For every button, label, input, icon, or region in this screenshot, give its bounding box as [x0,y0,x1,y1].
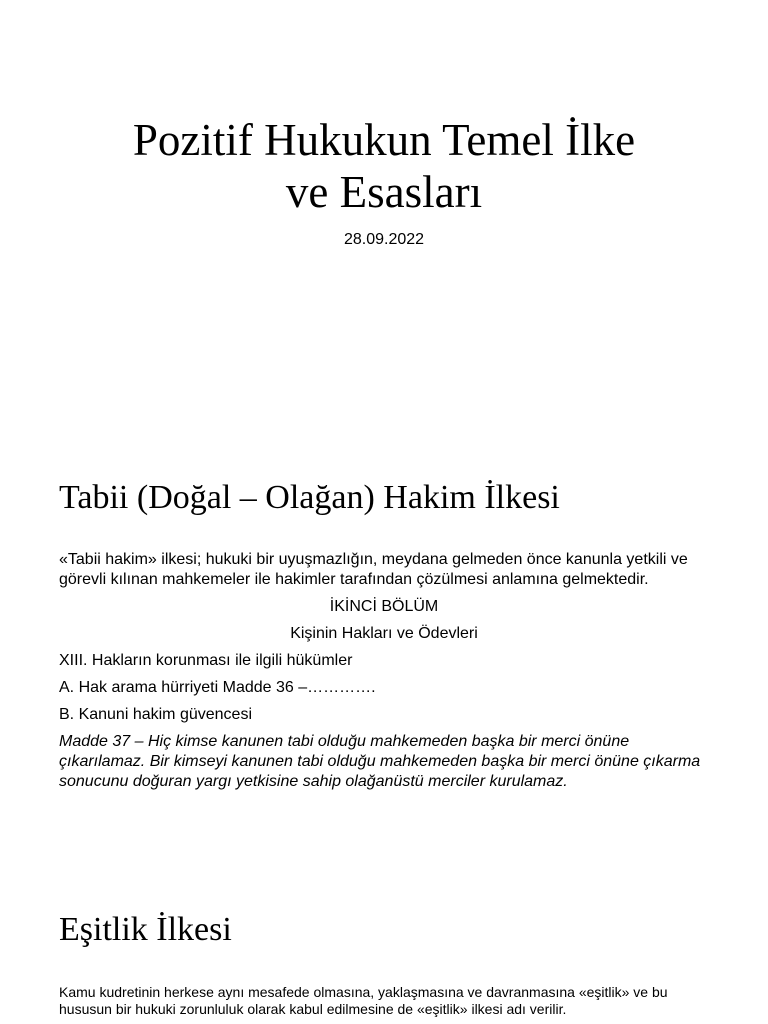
title-line-2: ve Esasları [285,167,483,217]
section-title: Kişinin Hakları ve Ödevleri [290,625,478,642]
slide-body: Kamu kudretinin herkese aynı mesafede olmasına, yaklaşmasına ve davranmasına «eşitlik» ve bu hususun bir hukuki zorunluluk olarak kabul edilmesine de «eşitlik» ilkesi adı verilir. [59,984,668,1017]
list-item-1: XIII. Hakların korunması ile ilgili hükümler [59,652,353,669]
title-slide [0,0,768,430]
presentation-title [0,114,768,218]
intro-paragraph: «Tabii hakim» ilkesi; hukuki bir uyuşmazlığın, meydana gelmeden önce kanunla yetkili ve görevli kılınan mahkemeler ile hakimler tarafından çözülmesi anlamına gelmektedir. [59,551,688,588]
equality-slide [0,870,768,1024]
slide-heading: Eşitlik İlkesi [59,911,232,948]
presentation-date: 28.09.2022 [343,231,425,248]
slide-body [59,550,709,799]
slide-heading: Tabii (Doğal – Olağan) Hakim İlkesi [59,479,560,516]
section-label: İKİNCİ BÖLÜM [329,598,439,615]
natural-judge-slide [0,430,768,870]
list-item-3: B. Kanuni hakim güvencesi [59,706,252,723]
list-item-2: A. Hak arama hürriyeti Madde 36 –…………. [59,679,376,696]
title-line-1: Pozitif Hukukun Temel İlke [132,115,636,165]
article-quote: Madde 37 – Hiç kimse kanunen tabi olduğu mahkemeden başka bir merci önüne çıkarılamaz. Bir kimseyi kanunen tabi olduğu mahkemeden başka bir merci önüne çıkarma sonucunu doğuran yargı yetkisine sahip olağanüstü merciler kurulamaz. [59,733,701,790]
